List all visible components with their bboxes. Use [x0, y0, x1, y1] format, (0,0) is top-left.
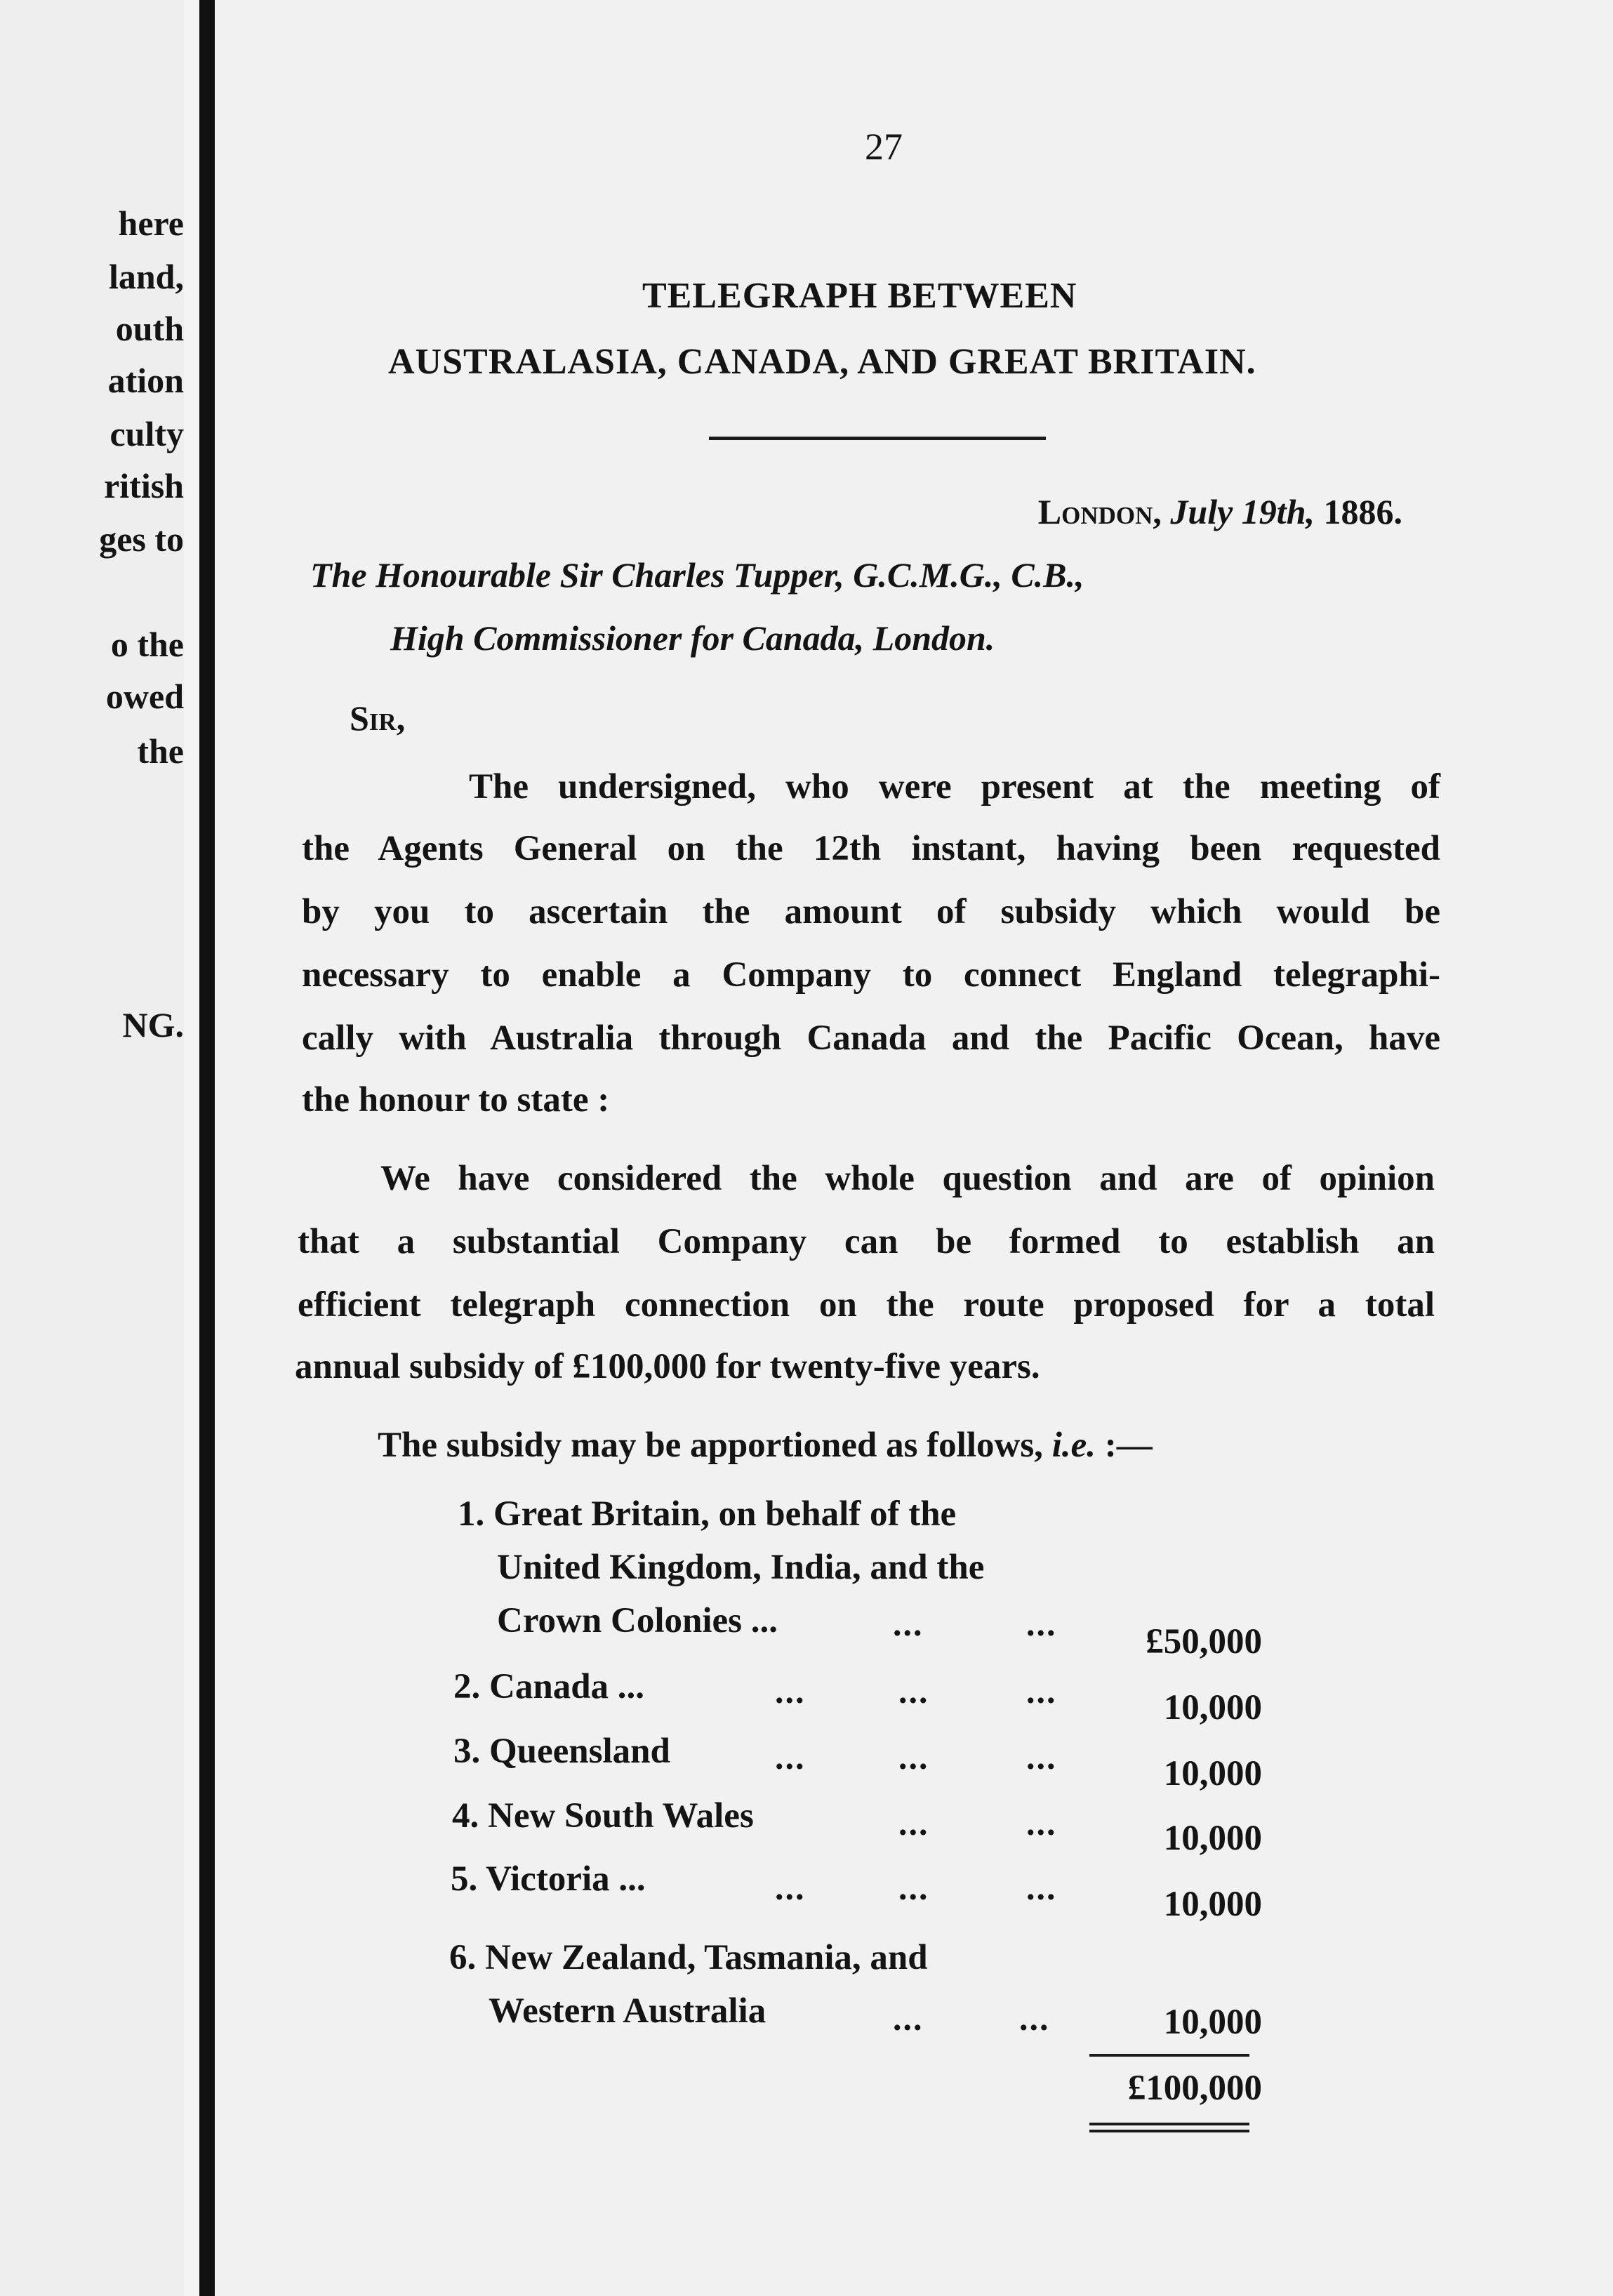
item-1-line-2: United Kingdom, India, and the	[497, 1548, 985, 1587]
apportion-ie: i.e.	[1051, 1426, 1096, 1465]
paragraph-line: cally with Australia through Canada and the Pacific Ocean, have	[302, 1018, 1440, 1058]
apportion-tail: :—	[1104, 1426, 1153, 1465]
leader-dots: ...	[775, 1868, 806, 1907]
leader-dots: ...	[898, 1737, 929, 1777]
left-fragment-line: culty	[109, 414, 184, 453]
item-1-amount: £50,000	[1146, 1622, 1262, 1661]
paragraph-line: the Agents General on the 12th instant, having been requested	[302, 829, 1440, 868]
paragraph-line: annual subsidy of £100,000 for twenty-five years.	[295, 1347, 1040, 1386]
page-gutter	[184, 0, 199, 2296]
item-5-amount: 10,000	[1163, 1885, 1262, 1924]
total-amount: £100,000	[1127, 2069, 1262, 2108]
dateline-year: 1886.	[1323, 492, 1402, 531]
paragraph-line: the honour to state :	[302, 1080, 610, 1120]
dateline	[1038, 491, 1402, 532]
item-4-line-1: 4. New South Wales	[452, 1796, 754, 1836]
left-fragment-line: ges to	[99, 519, 184, 559]
paragraph-line: by you to ascertain the amount of subsidy which would be	[302, 892, 1440, 931]
paragraph-line: efficient telegraph connection on the route proposed for a total	[298, 1285, 1435, 1325]
leader-dots: ...	[1026, 1671, 1057, 1711]
salutation: Sir,	[350, 698, 406, 738]
title-rule	[709, 437, 1046, 440]
left-fragment-line: o the	[110, 625, 184, 664]
item-6-line-2: Western Australia	[489, 1991, 766, 2031]
left-page-fragment	[0, 0, 184, 2296]
leader-dots: ...	[1026, 1868, 1057, 1907]
paragraph-line: that a substantial Company can be formed to establish an	[298, 1222, 1435, 1261]
leader-dots: ...	[898, 1671, 929, 1711]
paragraph-line: necessary to enable a Company to connect England telegraphi-	[302, 955, 1440, 995]
leader-dots: ...	[1026, 1737, 1057, 1777]
left-fragment-line: ation	[107, 361, 184, 400]
item-1-line-1: 1. Great Britain, on behalf of the	[458, 1494, 957, 1534]
dateline-place: London,	[1037, 492, 1162, 531]
left-fragment-line: outh	[115, 309, 184, 348]
item-4-amount: 10,000	[1163, 1819, 1262, 1858]
leader-dots: ...	[893, 1998, 924, 2038]
dateline-date: July 19th,	[1170, 492, 1315, 531]
item-3-amount: 10,000	[1163, 1754, 1262, 1793]
item-3-line-1: 3. Queensland	[453, 1732, 670, 1771]
left-fragment-line: here	[118, 204, 184, 243]
paragraph-line: We have considered the whole question and are of opinion	[380, 1159, 1435, 1198]
sum-rule	[1089, 2054, 1249, 2057]
left-fragment-line: ritish	[104, 466, 184, 505]
left-fragment-line: owed	[105, 677, 184, 716]
leader-dots: ...	[1026, 1803, 1057, 1843]
leader-dots: ...	[775, 1737, 806, 1777]
item-6-line-1: 6. New Zealand, Tasmania, and	[449, 1938, 928, 1977]
addressee-line-1: The Honourable Sir Charles Tupper, G.C.M.G., C.B.,	[310, 555, 1084, 595]
leader-dots: ...	[893, 1604, 924, 1643]
total-double-rule-bottom	[1089, 2130, 1249, 2132]
leader-dots: ...	[898, 1803, 929, 1843]
left-fragment-line: land,	[108, 257, 184, 296]
leader-dots: ...	[898, 1868, 929, 1907]
left-fragment-line: the	[137, 731, 184, 771]
book-spine	[199, 0, 215, 2296]
addressee-line-2: High Commissioner for Canada, London.	[390, 618, 995, 658]
left-fragment-line: NG.	[122, 1005, 184, 1044]
leader-dots: ...	[775, 1671, 806, 1711]
apportion-intro-text: The subsidy may be apportioned as follows,	[378, 1426, 1043, 1465]
item-5-line-1: 5. Victoria ...	[451, 1859, 646, 1899]
leader-dots: ...	[1019, 1998, 1050, 2038]
title-line-2: AUSTRALASIA, CANADA, AND GREAT BRITAIN.	[388, 342, 1256, 382]
item-2-amount: 10,000	[1163, 1688, 1262, 1727]
title-line-1: TELEGRAPH BETWEEN	[642, 276, 1077, 316]
apportion-intro	[378, 1425, 1153, 1466]
leader-dots: ...	[1026, 1604, 1057, 1643]
item-2-line-1: 2. Canada ...	[453, 1667, 645, 1706]
item-1-line-3: Crown Colonies ...	[497, 1601, 778, 1640]
item-6-amount: 10,000	[1163, 2003, 1262, 2042]
page-number: 27	[865, 126, 903, 168]
paragraph-line: The undersigned, who were present at the meeting of	[469, 767, 1440, 807]
total-double-rule-top	[1089, 2123, 1249, 2125]
